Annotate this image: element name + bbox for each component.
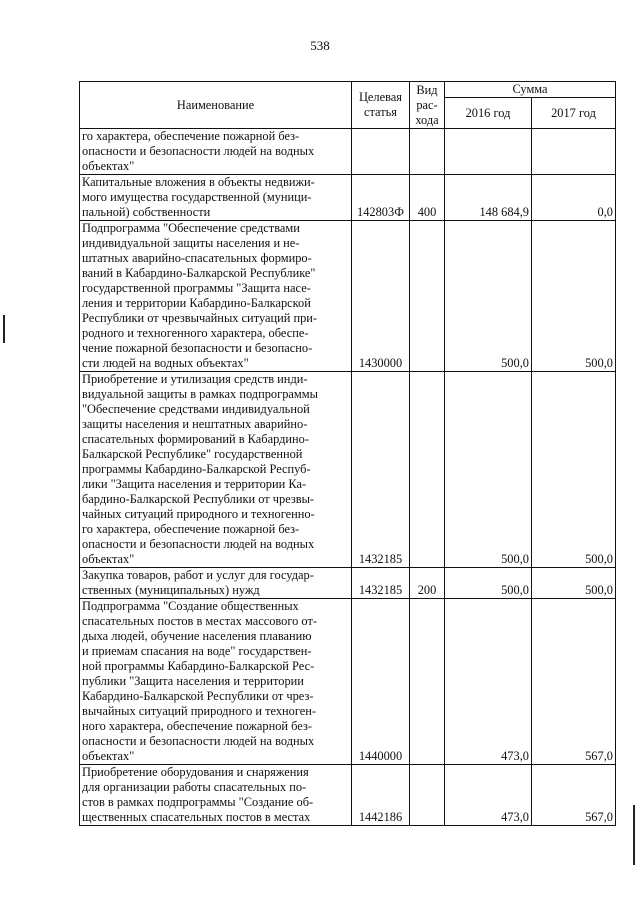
row-name-line: щественных спасательных постов в местах bbox=[82, 810, 311, 824]
row-sum-2016: 500,0 bbox=[445, 372, 532, 568]
row-name-line: чение пожарной безопасности и безопасно- bbox=[82, 341, 313, 355]
row-sum-2016: 148 684,9 bbox=[445, 175, 532, 221]
header-sum: Сумма bbox=[445, 82, 616, 98]
row-code: 1430000 bbox=[352, 221, 410, 372]
row-kind bbox=[410, 599, 445, 765]
row-name-line: чайных ситуаций природного и техногенно- bbox=[82, 507, 315, 521]
row-name-line: ления и территории Кабардино-Балкарской bbox=[82, 296, 311, 310]
row-name-line: государственной программы "Защита насе- bbox=[82, 281, 311, 295]
row-code: 142803Ф bbox=[352, 175, 410, 221]
row-sum-2017: 500,0 bbox=[532, 568, 616, 599]
row-sum-2016: 500,0 bbox=[445, 568, 532, 599]
row-name-line: спасательных формирований в Кабардино- bbox=[82, 432, 309, 446]
row-name-line: Закупка товаров, работ и услуг для государ- bbox=[82, 568, 314, 582]
scan-artifact-right bbox=[633, 805, 635, 865]
row-name-line: опасности и безопасности людей на водных bbox=[82, 537, 315, 551]
header-kind: Вид рас- хода bbox=[410, 82, 445, 129]
row-sum-2016: 473,0 bbox=[445, 765, 532, 826]
row-name bbox=[80, 599, 352, 765]
row-code bbox=[352, 129, 410, 175]
row-name-line: защиты населения и нештатных аварийно- bbox=[82, 417, 308, 431]
row-name-line: лики "Защита населения и территории Ка- bbox=[82, 477, 307, 491]
row-sum-2017: 500,0 bbox=[532, 221, 616, 372]
row-name-line: го характера, обеспечение пожарной без- bbox=[82, 522, 300, 536]
row-name bbox=[80, 568, 352, 599]
row-name-line: для организации работы спасательных по- bbox=[82, 780, 307, 794]
row-kind: 400 bbox=[410, 175, 445, 221]
row-name-line: Приобретение и утилизация средств инди- bbox=[82, 372, 308, 386]
row-name-line: пальной) собственности bbox=[82, 205, 211, 219]
row-sum-2016: 500,0 bbox=[445, 221, 532, 372]
table-row bbox=[80, 221, 616, 372]
row-name-line: опасности и безопасности людей на водных bbox=[82, 734, 315, 748]
table-body bbox=[80, 129, 616, 826]
row-name-line: го характера, обеспечение пожарной без- bbox=[82, 129, 300, 143]
row-name-line: Капитальные вложения в объекты недвижи- bbox=[82, 175, 315, 189]
row-name-line: объектах" bbox=[82, 159, 135, 173]
row-name-line: Подпрограмма "Обеспечение средствами bbox=[82, 221, 300, 235]
row-name-line: штатных аварийно-спасательных формиро- bbox=[82, 251, 312, 265]
row-sum-2017 bbox=[532, 129, 616, 175]
row-name-line: дыха людей, обучение населения плаванию bbox=[82, 629, 312, 643]
row-kind bbox=[410, 765, 445, 826]
row-name-line: ного характера, обеспечение пожарной без- bbox=[82, 719, 312, 733]
row-kind bbox=[410, 372, 445, 568]
row-name-line: Республики от чрезвычайных ситуаций при- bbox=[82, 311, 318, 325]
row-name-line: мого имущества государственной (муници- bbox=[82, 190, 312, 204]
header-year-2017: 2017 год bbox=[532, 98, 616, 129]
row-name-line: видуальной защиты в рамках подпрограммы bbox=[82, 387, 318, 401]
scan-artifact-left bbox=[3, 315, 5, 343]
row-name-line: стов в рамках подпрограммы "Создание об- bbox=[82, 795, 314, 809]
row-name bbox=[80, 221, 352, 372]
row-code: 1440000 bbox=[352, 599, 410, 765]
row-name-line: ваний в Кабардино-Балкарской Республике" bbox=[82, 266, 316, 280]
table-row bbox=[80, 568, 616, 599]
row-code: 1432185 bbox=[352, 568, 410, 599]
row-sum-2016: 473,0 bbox=[445, 599, 532, 765]
row-kind bbox=[410, 221, 445, 372]
row-sum-2017: 500,0 bbox=[532, 372, 616, 568]
row-name-line: ственных (муниципальных) нужд bbox=[82, 583, 260, 597]
row-name-line: Кабардино-Балкарской Республики от чрез- bbox=[82, 689, 314, 703]
row-name-line: бардино-Балкарской Республики от чрезвы- bbox=[82, 492, 315, 506]
row-name-line: спасательных постов в местах массового от- bbox=[82, 614, 317, 628]
row-kind bbox=[410, 129, 445, 175]
row-name bbox=[80, 372, 352, 568]
row-name-line: объектах" bbox=[82, 552, 135, 566]
table-row bbox=[80, 599, 616, 765]
row-name-line: программы Кабардино-Балкарской Респуб- bbox=[82, 462, 311, 476]
row-name-line: опасности и безопасности людей на водных bbox=[82, 144, 315, 158]
row-name bbox=[80, 129, 352, 175]
row-code: 1442186 bbox=[352, 765, 410, 826]
row-name bbox=[80, 175, 352, 221]
row-name-line: родного и техногенного характера, обеспе- bbox=[82, 326, 309, 340]
row-sum-2017: 567,0 bbox=[532, 599, 616, 765]
table-row bbox=[80, 372, 616, 568]
row-sum-2017: 0,0 bbox=[532, 175, 616, 221]
row-name-line: и приемам спасания на воде" государствен- bbox=[82, 644, 312, 658]
row-name-line: индивидуальной защиты населения и не- bbox=[82, 236, 300, 250]
budget-table bbox=[79, 81, 616, 826]
row-kind: 200 bbox=[410, 568, 445, 599]
header-code: Целевая статья bbox=[352, 82, 410, 129]
table-row bbox=[80, 129, 616, 175]
row-name bbox=[80, 765, 352, 826]
row-name-line: вычайных ситуаций природного и техноген- bbox=[82, 704, 317, 718]
row-sum-2016 bbox=[445, 129, 532, 175]
row-name-line: публики "Защита населения и территории bbox=[82, 674, 304, 688]
row-name-line: Балкарской Республике" государственной bbox=[82, 447, 303, 461]
page-number: 538 bbox=[310, 38, 330, 53]
row-code: 1432185 bbox=[352, 372, 410, 568]
header-year-2016: 2016 год bbox=[445, 98, 532, 129]
row-sum-2017: 567,0 bbox=[532, 765, 616, 826]
row-name-line: Подпрограмма "Создание общественных bbox=[82, 599, 299, 613]
table-row bbox=[80, 175, 616, 221]
row-name-line: ной программы Кабардино-Балкарской Рес- bbox=[82, 659, 315, 673]
table-row bbox=[80, 765, 616, 826]
row-name-line: Приобретение оборудования и снаряжения bbox=[82, 765, 309, 779]
row-name-line: объектах" bbox=[82, 749, 135, 763]
header-name: Наименование bbox=[80, 82, 352, 129]
row-name-line: сти людей на водных объектах" bbox=[82, 356, 249, 370]
row-name-line: "Обеспечение средствами индивидуальной bbox=[82, 402, 310, 416]
